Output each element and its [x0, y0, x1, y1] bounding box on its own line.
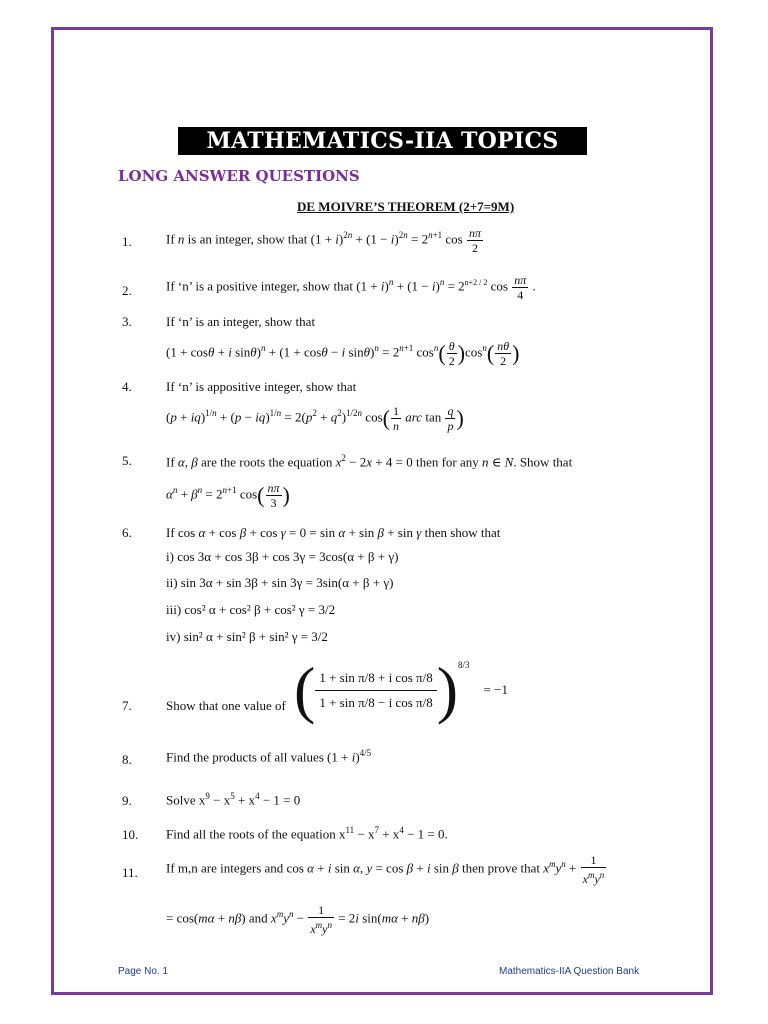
question-number: 5.	[122, 453, 132, 468]
footer-title: Mathematics-IIA Question Bank	[499, 966, 640, 977]
question-8: Find the products of all values $(1 + i)^{4/5}$	[166, 748, 372, 765]
question-9: Solve $x^9 - x^5 + x^4 - 1 = 0$	[166, 791, 301, 808]
question-10: Find all the roots of the equation $x^{11} - x^7 + x^4 - 1 = 0$.	[166, 825, 448, 842]
q7-denominator: 1 + sin π/8 − i cos π/8	[319, 694, 433, 710]
question-number: 9.	[122, 793, 132, 808]
question-number: 8.	[122, 752, 132, 767]
question-number: 10.	[122, 827, 139, 842]
question-7-text: Show that one value of	[166, 698, 286, 713]
question-6-part: iv) sin² α + sin² β + sin² γ = 3/2	[166, 629, 328, 644]
question-2: If ‘n’ is a positive integer, show that $(1 + i)^n + (1 - i)^n = 2^{n+2 / 2}$ cos $\frac{n\pi}{4}$ .	[166, 273, 536, 302]
question-7-formula: ( $\frac{\text{1 + sin π/8 + i cos π/8}}{\text{1 + sin π/8 − i cos π/8}}$ ) $^{8/3}$ = −1	[294, 654, 508, 725]
q7-numerator: 1 + sin π/8 + i cos π/8	[315, 668, 436, 691]
question-number: 1.	[122, 234, 132, 249]
question-number: 7.	[122, 698, 132, 713]
question-number: 6.	[122, 525, 132, 540]
topic-heading: DE MOIVRE’S THEOREM (2+7=9M)	[297, 199, 515, 214]
question-11-formula: = cos(mα + nβ) and $x^my^n$ − $\frac{1}{x^my^n}$ = 2i sin(mα + nβ)	[166, 903, 430, 936]
question-number: 11.	[122, 865, 138, 880]
question-6-text: If cos α + cos β + cos γ = 0 = sin α + sin β + sin γ then show that	[166, 525, 501, 540]
question-4-formula: $(p + iq)^{1/n} + (p - iq)^{1/n} = 2(p^2 + q^2)^{1/2n}$ cos( $\frac{1}{n}$ arc tan $\frac{q}{p}$ )	[166, 404, 464, 433]
question-1: If n is an integer, show that $(1 + i)^{2n} + (1 - i)^{2n} = 2^{n+1}$ cos $\frac{n\pi}{2}$	[166, 226, 482, 255]
page-title: MATHEMATICS-IIA TOPICS WISE	[178, 127, 587, 155]
question-4-text: If ‘n’ is appositive integer, show that	[166, 379, 357, 394]
section-heading: LONG ANSWER QUESTIONS	[118, 167, 360, 185]
q7-rhs: = −1	[483, 682, 508, 697]
question-number: 2.	[122, 283, 132, 298]
question-number: 4.	[122, 379, 132, 394]
question-6-part: ii) sin 3α + sin 3β + sin 3γ = 3sin(α + β + γ)	[166, 575, 394, 590]
question-11-text: If m,n are integers and cos α + i sin α, y = cos β + i sin β then prove that $x^my^n$ + $\frac{1}{x^my^n}$	[166, 853, 605, 886]
q7-exponent: 8/3	[458, 660, 470, 670]
question-6-part: iii) cos² α + cos² β + cos² γ = 3/2	[166, 602, 336, 617]
question-3-formula: (1 + cosθ + i sinθ)$^n$ + (1 + cosθ − i $\sin\theta)^n = 2^{n+1}$ $\cos^n$( $\frac{\theta}{2}$ )$\cos^n$( $\frac{n\theta}{2}$ )	[166, 339, 520, 368]
question-3-text: If ‘n’ is an integer, show that	[166, 314, 316, 329]
question-5-formula: $\alpha^n + \beta^n = 2^{n+1}$ cos( $\frac{n\pi}{3}$ )	[166, 481, 290, 510]
page-number: Page No. 1	[118, 966, 169, 977]
question-6-part: i) cos 3α + cos 3β + cos 3γ = 3cos(α + β + γ)	[166, 549, 399, 564]
question-number: 3.	[122, 314, 132, 329]
question-5-text: If α, β are the roots the equation $x^2 - 2x + 4 = 0$ then for any n ∈ N. Show that	[166, 453, 573, 470]
